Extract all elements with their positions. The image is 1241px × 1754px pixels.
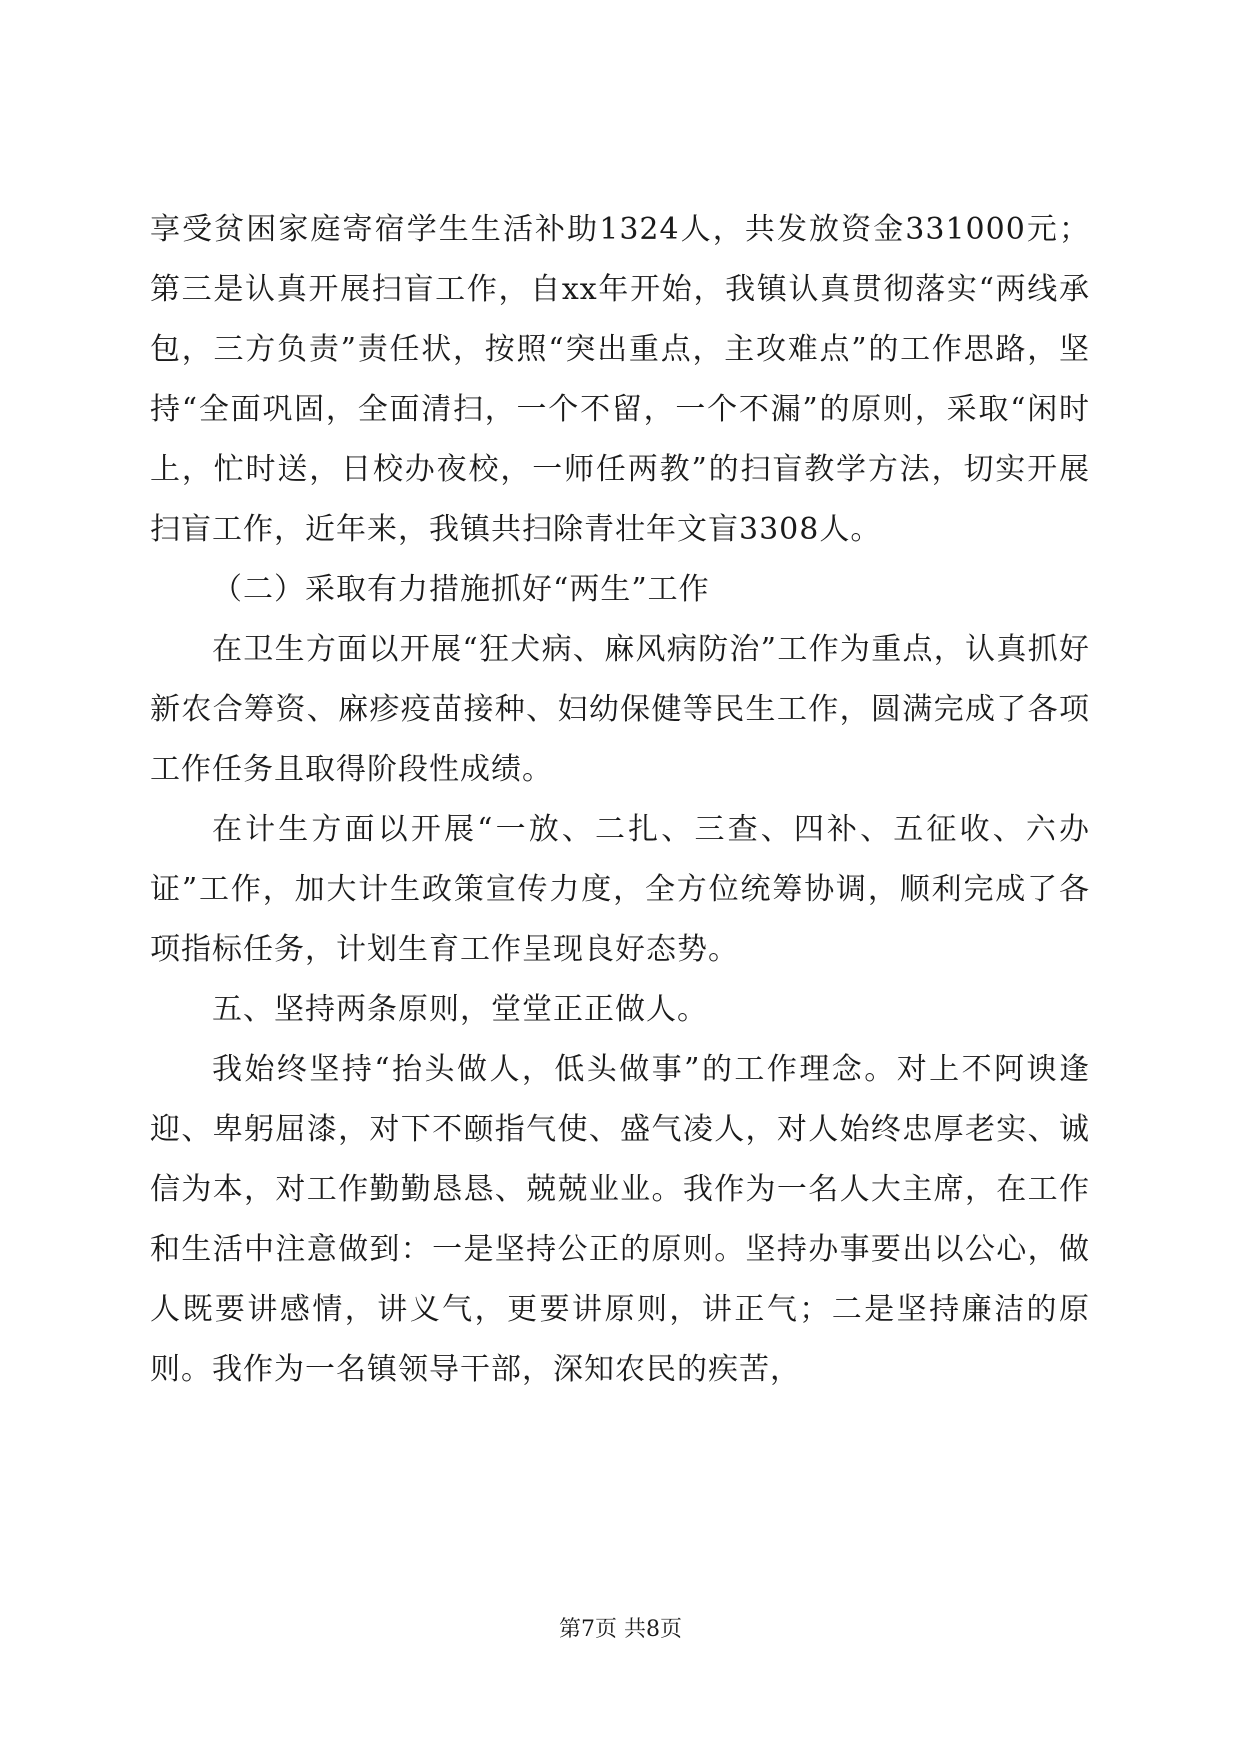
section-heading-five: 五、坚持两条原则，堂堂正正做人。 xyxy=(212,992,708,1027)
paragraph-principles: 我始终坚持“抬头做人，低头做事”的工作理念。对上不阿谀逢迎、卑躬屈漆，对下不颐指气使、盛气凌人，对人始终忠厚老实、诚信为本，对工作勤勤恳恳、兢兢业业。我作为一名人大主席，在工作和生活中注意做到：一是坚持公正的原则。坚持办事要出以公心，做人既要讲感情，讲义气，更要讲原则，讲正气；二是坚持廉洁的原则。我作为一名镇领导干部，深知农民的疾苦， xyxy=(150,1052,1090,1387)
paragraph-continuation: 享受贫困家庭寄宿学生生活补助1324人，共发放资金331000元；第三是认真开展扫盲工作，自xx年开始，我镇认真贯彻落实“两线承包，三方负责”责任状，按照“突出重点，主攻难点”的工作思路，坚持“全面巩固，全面清扫，一个不留，一个不漏”的原则，采取“闲时上，忙时送，日校办夜校，一师任两教”的扫盲教学方法，切实开展扫盲工作，近年来，我镇共扫除青壮年文盲3308人。 xyxy=(150,212,1090,547)
page-footer: 第7页 共8页 xyxy=(559,1617,682,1642)
document-body xyxy=(150,200,1090,1400)
section-heading-two-sheng: （二）采取有力措施抓好“两生”工作 xyxy=(212,572,710,607)
paragraph-family-planning: 在计生方面以开展“一放、二扎、三查、四补、五征收、六办证”工作，加大计生政策宣传力度，全方位统筹协调，顺利完成了各项指标任务，计划生育工作呈现良好态势。 xyxy=(150,812,1090,967)
paragraph-health: 在卫生方面以开展“狂犬病、麻风病防治”工作为重点，认真抓好新农合筹资、麻疹疫苗接种、妇幼保健等民生工作，圆满完成了各项工作任务且取得阶段性成绩。 xyxy=(150,632,1090,787)
